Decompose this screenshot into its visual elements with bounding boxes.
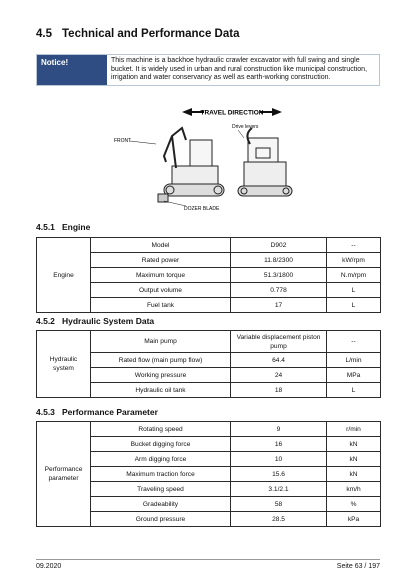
param-value: 11.8/2300 bbox=[231, 253, 327, 268]
param-value: 24 bbox=[231, 368, 327, 383]
hydraulic-table bbox=[36, 330, 381, 398]
performance-heading bbox=[36, 407, 158, 417]
drive-levers-label: Drive levers bbox=[232, 124, 259, 130]
param-value: 9 bbox=[231, 422, 327, 437]
hydraulic-number: 4.5.2 bbox=[36, 316, 55, 326]
param-unit: L bbox=[327, 298, 381, 313]
group-label: Performance parameter bbox=[37, 422, 91, 527]
param-name: Hydraulic oil tank bbox=[91, 383, 231, 398]
param-unit: kN bbox=[327, 467, 381, 482]
performance-table bbox=[36, 421, 381, 527]
param-unit: % bbox=[327, 497, 381, 512]
param-value: 15.6 bbox=[231, 467, 327, 482]
param-value: 10 bbox=[231, 452, 327, 467]
param-unit: L bbox=[327, 383, 381, 398]
engine-table bbox=[36, 237, 381, 313]
param-name: Rotating speed bbox=[91, 422, 231, 437]
footer-date: 09.2020 bbox=[36, 563, 62, 570]
param-name: Main pump bbox=[91, 331, 231, 353]
param-name: Traveling speed bbox=[91, 482, 231, 497]
excavator-rear-view bbox=[238, 128, 292, 196]
param-name: Fuel tank bbox=[91, 298, 231, 313]
param-unit: -- bbox=[327, 238, 381, 253]
hydraulic-heading bbox=[36, 316, 154, 326]
param-unit: kN bbox=[327, 452, 381, 467]
param-value: 16 bbox=[231, 437, 327, 452]
param-name: Output volume bbox=[91, 283, 231, 298]
param-value: 3.1/2.1 bbox=[231, 482, 327, 497]
excavator-side-view bbox=[158, 128, 224, 202]
param-name: Working pressure bbox=[91, 368, 231, 383]
param-value: 17 bbox=[231, 298, 327, 313]
notice-text: This machine is a backhoe hydraulic crawler excavator with full swing and single bucket. It is widely used in urban and rural construction like municipal construction, irrigation and water conservancy as well as earth-working construction. bbox=[111, 57, 368, 81]
param-unit: L/min bbox=[327, 353, 381, 368]
table-row bbox=[37, 422, 381, 437]
param-value: Variable displacement piston pump bbox=[231, 331, 327, 353]
engine-heading bbox=[36, 222, 90, 232]
excavator-illustration bbox=[114, 104, 320, 212]
param-unit: kN bbox=[327, 437, 381, 452]
param-value: 51.3/1800 bbox=[231, 268, 327, 283]
param-name: Model bbox=[91, 238, 231, 253]
param-value: 28.5 bbox=[231, 512, 327, 527]
param-unit: kPa bbox=[327, 512, 381, 527]
param-value: 18 bbox=[231, 383, 327, 398]
param-unit: L bbox=[327, 283, 381, 298]
engine-title: Engine bbox=[62, 222, 91, 232]
param-name: Arm digging force bbox=[91, 452, 231, 467]
param-name: Gradeability bbox=[91, 497, 231, 512]
param-unit: km/h bbox=[327, 482, 381, 497]
hydraulic-title: Hydraulic System Data bbox=[62, 316, 155, 326]
param-name: Bucket digging force bbox=[91, 437, 231, 452]
param-value: 64.4 bbox=[231, 353, 327, 368]
engine-number: 4.5.1 bbox=[36, 222, 55, 232]
group-label: Engine bbox=[37, 238, 91, 313]
group-label: Hydraulic system bbox=[37, 331, 91, 398]
table-row bbox=[37, 238, 381, 253]
param-name: Rated flow (main pump flow) bbox=[91, 353, 231, 368]
param-value: 0.778 bbox=[231, 283, 327, 298]
param-value: D902 bbox=[231, 238, 327, 253]
section-title: Technical and Performance Data bbox=[62, 28, 240, 40]
param-unit: N.m/rpm bbox=[327, 268, 381, 283]
travel-direction-label: TRAVEL DIRECTION bbox=[200, 109, 264, 117]
travel-direction-arrow bbox=[182, 108, 282, 117]
param-unit: kW/rpm bbox=[327, 253, 381, 268]
param-unit: -- bbox=[327, 331, 381, 353]
table-row bbox=[37, 331, 381, 353]
notice-box bbox=[36, 54, 380, 86]
footer-page-number: Seite 63 / 197 bbox=[336, 563, 380, 570]
performance-number: 4.5.3 bbox=[36, 407, 55, 417]
param-value: 58 bbox=[231, 497, 327, 512]
param-unit: MPa bbox=[327, 368, 381, 383]
param-name: Rated power bbox=[91, 253, 231, 268]
section-heading bbox=[36, 28, 239, 40]
param-name: Maximum torque bbox=[91, 268, 231, 283]
front-label: FRONT bbox=[114, 138, 132, 144]
footer-divider bbox=[36, 559, 380, 560]
param-name: Ground pressure bbox=[91, 512, 231, 527]
dozer-blade-label: DOZER BLADE bbox=[184, 206, 220, 212]
performance-title: Performance Parameter bbox=[62, 407, 158, 417]
param-name: Maximum traction force bbox=[91, 467, 231, 482]
section-number: 4.5 bbox=[36, 28, 52, 40]
notice-label: Notice! bbox=[37, 55, 107, 85]
param-unit: r/min bbox=[327, 422, 381, 437]
